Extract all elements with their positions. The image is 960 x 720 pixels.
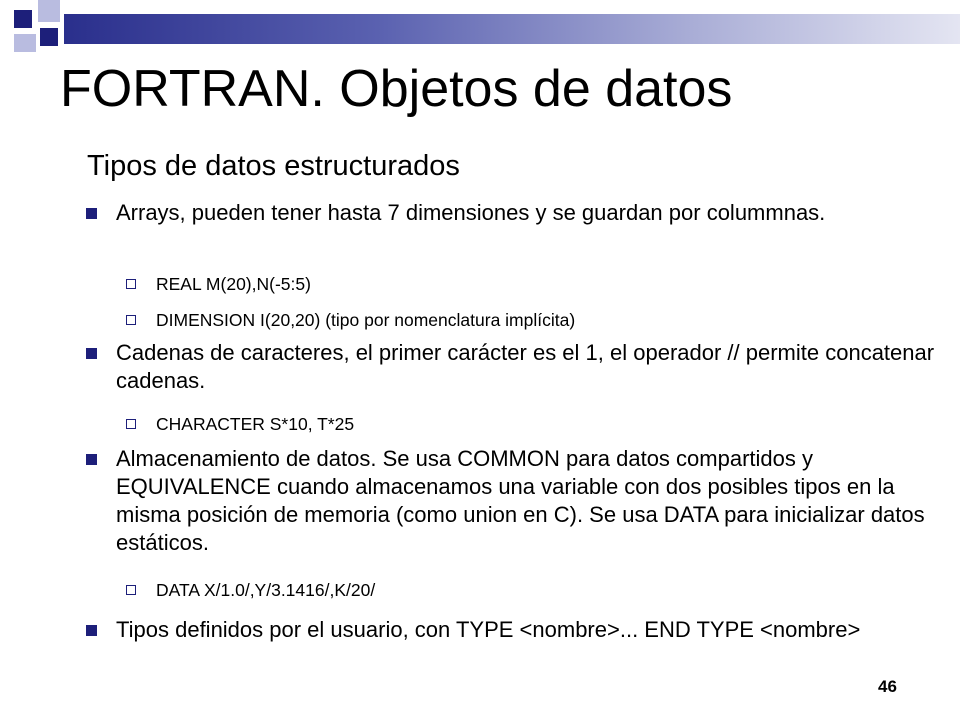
- bullet-text: Arrays, pueden tener hasta 7 dimensiones y se guardan por colummnas.: [116, 200, 826, 225]
- bullet-square-icon: [86, 625, 97, 636]
- corner-square-dark: [14, 10, 32, 28]
- corner-square-light: [14, 34, 36, 52]
- slide-title: FORTRAN. Objetos de datos: [60, 60, 733, 118]
- sub-bullet-square-icon: [126, 419, 136, 429]
- bullet-square-icon: [86, 208, 97, 219]
- corner-square-dark: [40, 28, 58, 46]
- corner-square-light: [38, 0, 60, 22]
- slide-subtitle: Tipos de datos estructurados: [87, 150, 460, 182]
- bullet-square-icon: [86, 454, 97, 465]
- bullet-square-icon: [86, 348, 97, 359]
- bullet-text: Cadenas de caracteres, el primer carácter es el 1, el operador // permite concatenar cadenas.: [116, 340, 935, 393]
- header-gradient-bar: [64, 14, 960, 44]
- bullet-text: Tipos definidos por el usuario, con TYPE <nombre>... END TYPE <nombre>: [116, 617, 861, 642]
- sub-bullet-text: DIMENSION I(20,20) (tipo por nomenclatura implícita): [156, 310, 576, 330]
- sub-bullet-square-icon: [126, 279, 136, 289]
- sub-bullet-text: CHARACTER S*10, T*25: [156, 414, 355, 434]
- sub-bullet-square-icon: [126, 315, 136, 325]
- sub-bullet-text: REAL M(20),N(-5:5): [156, 274, 311, 294]
- bullet-text: Almacenamiento de datos. Se usa COMMON para datos compartidos y EQUIVALENCE cuando almacenamos una variable con dos posibles tipos en la misma posición de memoria (como union en C). Se usa DATA para inicializar datos estáticos.: [116, 446, 925, 555]
- page-number: 46: [878, 677, 897, 696]
- sub-bullet-text: DATA X/1.0/,Y/3.1416/,K/20/: [156, 580, 376, 600]
- sub-bullet-square-icon: [126, 585, 136, 595]
